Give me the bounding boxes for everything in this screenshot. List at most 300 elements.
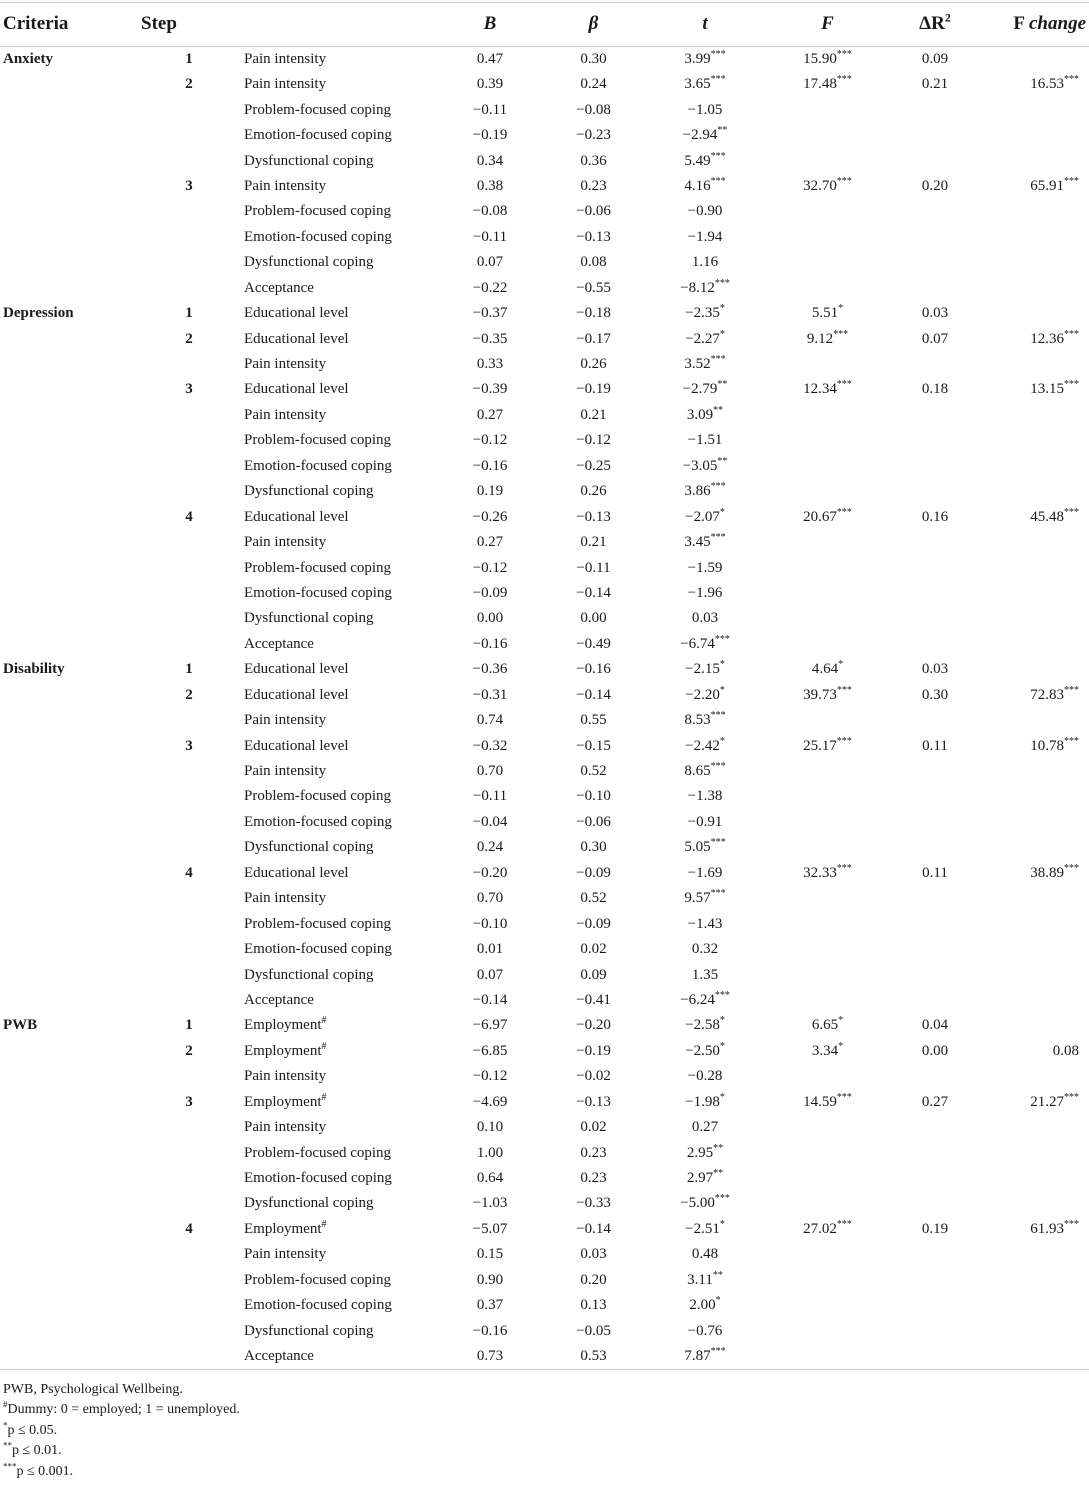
cell-f-change (985, 276, 1089, 301)
cell-b-value: −0.39 (472, 381, 508, 398)
footnote (3, 1441, 1089, 1462)
cell-predictor (240, 1268, 433, 1293)
cell-beta-value: −0.16 (576, 661, 611, 678)
cell-beta (547, 530, 640, 555)
cell-f-change-value: 45.48 (1030, 508, 1064, 525)
cell-t-value: 2.00 (689, 1297, 716, 1314)
cell-predictor-value: Problem-focused coping (244, 101, 392, 118)
cell-criteria (0, 1217, 138, 1242)
cell-t (640, 403, 770, 428)
cell-beta-value: 0.26 (580, 356, 607, 373)
table-footnotes (0, 1370, 1089, 1483)
cell-delta-r2 (885, 835, 985, 860)
cell-f-value: 6.65 (811, 1017, 839, 1034)
table-row (0, 606, 1089, 631)
cell-f-change (985, 377, 1089, 402)
cell-beta-value: −0.09 (576, 915, 611, 932)
cell-predictor (240, 97, 433, 122)
cell-t-value: −1.96 (687, 584, 723, 601)
cell-predictor (240, 784, 433, 809)
cell-step-value: 1 (185, 305, 193, 322)
cell-delta-r2 (885, 199, 985, 224)
cell-t (640, 1013, 770, 1038)
cell-t-value: −1.43 (687, 915, 723, 932)
cell-predictor-value: Pain intensity (244, 712, 327, 729)
cell-f-change (985, 581, 1089, 606)
cell-predictor (240, 657, 433, 682)
cell-predictor-value: Emotion-focused coping (244, 127, 392, 144)
cell-f-change (985, 1344, 1089, 1370)
cell-predictor (240, 733, 433, 758)
cell-step (138, 504, 240, 529)
cell-beta-value: 0.30 (580, 51, 607, 67)
cell-f (770, 708, 885, 733)
cell-predictor (240, 1013, 433, 1038)
cell-f-change (985, 962, 1089, 987)
cell-b (433, 606, 547, 631)
cell-f (770, 1039, 885, 1064)
cell-predictor-marker: # (321, 1040, 327, 1052)
cell-predictor-value: Dysfunctional coping (244, 1195, 374, 1212)
cell-t-marker: *** (710, 481, 726, 493)
table-row (0, 250, 1089, 275)
cell-f-change (985, 174, 1089, 199)
cell-t (640, 352, 770, 377)
cell-b-value: −0.36 (472, 661, 508, 678)
cell-step (138, 555, 240, 580)
cell-t-marker: ** (717, 455, 728, 467)
cell-beta (547, 276, 640, 301)
cell-predictor-value: Employment (244, 1220, 322, 1237)
cell-t (640, 937, 770, 962)
cell-t (640, 555, 770, 580)
cell-beta-value: 0.55 (580, 712, 607, 729)
cell-f (770, 1242, 885, 1267)
cell-f-change-marker: *** (1064, 735, 1079, 747)
cell-beta-value: −0.23 (576, 127, 611, 144)
cell-criteria (0, 174, 138, 199)
cell-step (138, 962, 240, 987)
cell-t (640, 530, 770, 555)
cell-f-value: 32.33 (803, 864, 837, 881)
footnote-text: p ≤ 0.01. (12, 1443, 62, 1459)
cell-f-change (985, 428, 1089, 453)
cell-f-change (985, 937, 1089, 962)
cell-beta (547, 1140, 640, 1165)
cell-beta-value: −0.14 (576, 1220, 611, 1237)
cell-f (770, 810, 885, 835)
cell-beta (547, 174, 640, 199)
cell-f-marker: *** (836, 684, 852, 696)
cell-f (770, 250, 885, 275)
cell-t (640, 632, 770, 657)
cell-predictor (240, 225, 433, 250)
table-row (0, 479, 1089, 504)
cell-b-value: −0.04 (472, 813, 508, 830)
table-row (0, 1191, 1089, 1216)
cell-delta-r2 (885, 784, 985, 809)
cell-criteria (0, 377, 138, 402)
cell-t-value: −1.38 (687, 788, 723, 805)
cell-t (640, 835, 770, 860)
cell-criteria (0, 937, 138, 962)
cell-step-value: 2 (185, 76, 193, 93)
cell-beta (547, 225, 640, 250)
cell-beta (547, 352, 640, 377)
cell-b (433, 47, 547, 73)
table-row (0, 326, 1089, 351)
cell-f-value: 32.70 (803, 177, 837, 194)
cell-b (433, 72, 547, 97)
cell-t-marker: * (719, 659, 725, 671)
cell-t (640, 326, 770, 351)
header-f-change-word: change (1029, 13, 1086, 34)
table-row (0, 1064, 1089, 1089)
cell-step (138, 683, 240, 708)
cell-t-value: −0.91 (687, 813, 723, 830)
cell-beta (547, 810, 640, 835)
table-row (0, 123, 1089, 148)
cell-f-value: 14.59 (803, 1093, 837, 1110)
cell-criteria-value: PWB (3, 1017, 38, 1034)
footnote-text: p ≤ 0.001. (16, 1463, 74, 1479)
cell-criteria (0, 403, 138, 428)
table-body (0, 47, 1089, 1370)
cell-b (433, 1039, 547, 1064)
cell-predictor-value: Pain intensity (244, 356, 327, 373)
cell-criteria (0, 1318, 138, 1343)
cell-f (770, 733, 885, 758)
cell-predictor-value: Employment (244, 1017, 322, 1034)
cell-beta-value: −0.18 (576, 305, 611, 322)
cell-b (433, 1268, 547, 1293)
cell-t (640, 1039, 770, 1064)
cell-b-value: −0.35 (472, 330, 508, 347)
cell-b-value: 0.00 (476, 610, 504, 627)
cell-predictor (240, 72, 433, 97)
cell-f-change (985, 97, 1089, 122)
cell-b (433, 1191, 547, 1216)
cell-f-change-value: 61.93 (1030, 1220, 1064, 1237)
cell-b (433, 911, 547, 936)
cell-beta-value: −0.14 (576, 584, 611, 601)
cell-b-value: −0.22 (472, 279, 508, 296)
cell-f (770, 937, 885, 962)
cell-t (640, 733, 770, 758)
cell-criteria (0, 708, 138, 733)
cell-b (433, 454, 547, 479)
cell-beta-value: −0.08 (576, 101, 611, 118)
cell-beta-value: −0.10 (576, 788, 611, 805)
cell-b-value: 0.34 (476, 152, 504, 169)
cell-t (640, 97, 770, 122)
cell-t-marker: * (715, 1295, 721, 1307)
cell-predictor (240, 174, 433, 199)
cell-t (640, 1166, 770, 1191)
cell-criteria-value: Anxiety (3, 51, 53, 67)
cell-b-value: 0.27 (476, 534, 504, 551)
table-row (0, 276, 1089, 301)
cell-criteria (0, 988, 138, 1013)
footnote (3, 1462, 1089, 1483)
cell-t-marker: * (719, 1091, 725, 1103)
cell-t-marker: ** (713, 1168, 724, 1180)
cell-t-value: −8.12 (680, 279, 715, 296)
cell-f-change (985, 225, 1089, 250)
cell-step (138, 1217, 240, 1242)
cell-step (138, 1090, 240, 1115)
cell-t-marker: * (719, 684, 725, 696)
cell-step-value: 2 (185, 330, 193, 347)
cell-predictor-value: Dysfunctional coping (244, 1322, 374, 1339)
cell-step (138, 733, 240, 758)
cell-delta-r2 (885, 1293, 985, 1318)
table-row (0, 1268, 1089, 1293)
cell-predictor-value: Problem-focused coping (244, 1144, 392, 1161)
cell-predictor-value: Educational level (244, 661, 349, 678)
cell-b-value: 0.70 (476, 890, 504, 907)
cell-predictor-value: Dysfunctional coping (244, 152, 374, 169)
cell-predictor (240, 454, 433, 479)
cell-beta (547, 1039, 640, 1064)
table-row (0, 962, 1089, 987)
cell-f (770, 581, 885, 606)
cell-b-value: 0.73 (476, 1347, 504, 1364)
cell-beta-value: −0.09 (576, 864, 611, 881)
cell-step-value: 4 (185, 864, 193, 881)
cell-delta-r2 (885, 937, 985, 962)
cell-b (433, 886, 547, 911)
cell-predictor (240, 148, 433, 173)
cell-criteria (0, 1064, 138, 1089)
cell-step (138, 606, 240, 631)
cell-f-change (985, 352, 1089, 377)
cell-b-value: 0.07 (476, 254, 504, 271)
cell-criteria (0, 148, 138, 173)
cell-f (770, 1191, 885, 1216)
cell-b (433, 97, 547, 122)
cell-f (770, 174, 885, 199)
cell-criteria (0, 810, 138, 835)
cell-f-change-value: 38.89 (1030, 864, 1064, 881)
cell-delta-r2 (885, 1242, 985, 1267)
cell-delta-r2 (885, 911, 985, 936)
cell-predictor (240, 1166, 433, 1191)
cell-b-value: 0.27 (476, 406, 504, 423)
cell-t (640, 377, 770, 402)
cell-step (138, 148, 240, 173)
cell-f-change (985, 454, 1089, 479)
cell-t (640, 276, 770, 301)
cell-step (138, 784, 240, 809)
cell-b (433, 174, 547, 199)
cell-beta (547, 479, 640, 504)
cell-predictor-value: Acceptance (244, 635, 314, 652)
cell-beta-value: 0.09 (580, 966, 607, 983)
cell-f-change (985, 759, 1089, 784)
cell-b-value: −0.11 (472, 228, 508, 245)
cell-f-change-marker: *** (1064, 1218, 1079, 1230)
cell-predictor (240, 581, 433, 606)
cell-b (433, 276, 547, 301)
cell-f (770, 97, 885, 122)
table-row (0, 1140, 1089, 1165)
cell-b-value: −0.20 (472, 864, 508, 881)
cell-step (138, 937, 240, 962)
cell-b-value: 0.01 (476, 941, 504, 958)
table-row (0, 352, 1089, 377)
cell-b (433, 988, 547, 1013)
cell-t (640, 1268, 770, 1293)
cell-f-change (985, 810, 1089, 835)
cell-f-change-marker: *** (1064, 684, 1079, 696)
cell-b-value: 0.24 (476, 839, 504, 856)
cell-t-marker: *** (714, 277, 730, 289)
cell-predictor-value: Problem-focused coping (244, 559, 392, 576)
cell-t-value: −2.50 (685, 1042, 720, 1059)
header-f-change (985, 3, 1089, 47)
cell-delta-r2 (885, 632, 985, 657)
cell-f-change (985, 199, 1089, 224)
cell-b-value: 0.19 (476, 483, 504, 500)
cell-b (433, 555, 547, 580)
cell-b (433, 530, 547, 555)
cell-t (640, 250, 770, 275)
cell-delta-r2 (885, 1217, 985, 1242)
cell-f-change (985, 911, 1089, 936)
cell-predictor-marker: # (321, 1091, 327, 1103)
cell-beta (547, 199, 640, 224)
cell-predictor (240, 606, 433, 631)
cell-beta-value: −0.06 (576, 813, 611, 830)
table-row (0, 97, 1089, 122)
cell-predictor-value: Problem-focused coping (244, 1271, 392, 1288)
table-row (0, 47, 1089, 73)
cell-delta-r2-value: 0.11 (922, 737, 948, 754)
cell-t-marker: * (719, 735, 725, 747)
cell-t-marker: ** (717, 125, 728, 137)
cell-t-marker: ** (713, 404, 724, 416)
header-delta-r2-text: ΔR (919, 13, 945, 34)
cell-f (770, 784, 885, 809)
cell-delta-r2-value: 0.09 (921, 51, 949, 67)
cell-t-value: −2.20 (685, 686, 720, 703)
cell-f-change-value: 72.83 (1030, 686, 1064, 703)
cell-b-value: −0.11 (472, 101, 508, 118)
cell-f-change (985, 988, 1089, 1013)
cell-t-value: 3.09 (686, 406, 714, 423)
cell-beta (547, 1115, 640, 1140)
cell-f (770, 1293, 885, 1318)
cell-predictor (240, 250, 433, 275)
cell-b (433, 708, 547, 733)
table-row (0, 148, 1089, 173)
cell-t (640, 1318, 770, 1343)
cell-step (138, 1064, 240, 1089)
cell-t-marker: *** (710, 1345, 726, 1357)
cell-t-value: 5.49 (684, 152, 711, 169)
cell-t (640, 428, 770, 453)
cell-f-value: 27.02 (803, 1220, 837, 1237)
cell-f-value: 15.90 (803, 51, 837, 67)
cell-f-value: 25.17 (803, 737, 837, 754)
cell-b (433, 861, 547, 886)
cell-predictor-value: Educational level (244, 330, 349, 347)
cell-f-change-marker: *** (1064, 862, 1079, 874)
cell-b (433, 199, 547, 224)
table-row (0, 72, 1089, 97)
cell-step-value: 2 (185, 686, 193, 703)
cell-f (770, 72, 885, 97)
cell-delta-r2-value: 0.03 (921, 305, 949, 322)
cell-b (433, 1115, 547, 1140)
cell-t (640, 784, 770, 809)
table-row (0, 403, 1089, 428)
cell-t-marker: *** (710, 761, 726, 773)
cell-predictor-value: Emotion-focused coping (244, 941, 392, 958)
cell-t-value: −0.90 (687, 203, 723, 220)
cell-beta (547, 861, 640, 886)
cell-beta-value: 0.30 (580, 839, 607, 856)
cell-predictor (240, 1064, 433, 1089)
cell-beta-value: −0.19 (576, 1042, 611, 1059)
cell-t-marker: * (719, 1218, 725, 1230)
cell-beta-value: 0.21 (580, 534, 607, 551)
cell-beta-value: 0.52 (580, 763, 607, 780)
cell-t (640, 1293, 770, 1318)
cell-delta-r2-value: 0.16 (921, 508, 949, 525)
cell-predictor (240, 504, 433, 529)
cell-beta-value: −0.25 (576, 457, 611, 474)
cell-step (138, 632, 240, 657)
cell-beta-value: 0.08 (580, 254, 607, 271)
cell-predictor (240, 708, 433, 733)
cell-t (640, 606, 770, 631)
cell-t-marker: *** (710, 150, 726, 162)
cell-beta-value: 0.13 (580, 1297, 607, 1314)
cell-criteria (0, 1115, 138, 1140)
cell-beta (547, 1064, 640, 1089)
cell-f-change (985, 1268, 1089, 1293)
cell-t-value: 3.99 (684, 51, 711, 67)
cell-f (770, 47, 885, 73)
table-row (0, 657, 1089, 682)
cell-step (138, 1039, 240, 1064)
cell-predictor (240, 988, 433, 1013)
cell-f (770, 1268, 885, 1293)
table-row (0, 759, 1089, 784)
cell-delta-r2 (885, 352, 985, 377)
cell-criteria (0, 1090, 138, 1115)
cell-beta (547, 937, 640, 962)
cell-beta (547, 1318, 640, 1343)
cell-f-change-marker: *** (1064, 74, 1079, 86)
cell-f-change (985, 1013, 1089, 1038)
cell-predictor-value: Pain intensity (244, 51, 327, 67)
cell-criteria (0, 504, 138, 529)
cell-t-value: −2.42 (685, 737, 720, 754)
cell-step (138, 47, 240, 73)
cell-t-value: −2.35 (685, 305, 720, 322)
cell-delta-r2 (885, 479, 985, 504)
cell-beta (547, 123, 640, 148)
cell-predictor (240, 403, 433, 428)
cell-criteria (0, 352, 138, 377)
cell-predictor-value: Employment (244, 1093, 322, 1110)
cell-delta-r2 (885, 657, 985, 682)
cell-beta (547, 581, 640, 606)
cell-beta-value: −0.13 (576, 228, 611, 245)
